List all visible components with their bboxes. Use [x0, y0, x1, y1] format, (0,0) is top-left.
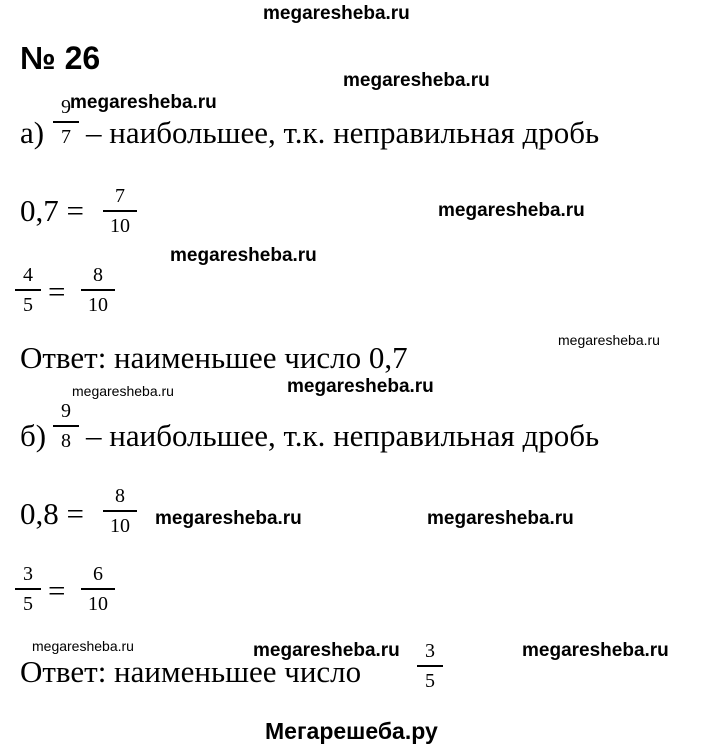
watermark: megaresheba.ru	[438, 200, 585, 221]
denominator: 10	[88, 593, 108, 615]
watermark: megaresheba.ru	[287, 376, 434, 397]
denominator: 7	[61, 126, 71, 148]
watermark: megaresheba.ru	[70, 92, 217, 113]
watermark: megaresheba.ru	[343, 70, 490, 91]
header-watermark: megaresheba.ru	[263, 3, 410, 24]
denominator: 10	[88, 294, 108, 316]
fraction-bar	[103, 510, 137, 512]
part-a-label: а)	[20, 115, 45, 150]
denominator: 10	[110, 215, 130, 237]
problem-number: № 26	[20, 40, 101, 76]
part-b-fraction-compare	[14, 563, 42, 615]
part-b-answer-fraction	[416, 640, 444, 692]
footer-watermark: Мегарешеба.ру	[265, 718, 438, 744]
part-a-fraction-decimal	[102, 185, 138, 237]
part-b-fraction-largest	[52, 400, 80, 452]
denominator: 10	[110, 515, 130, 537]
watermark: megaresheba.ru	[253, 640, 400, 661]
fraction-bar	[15, 289, 41, 291]
fraction-bar	[53, 425, 79, 427]
fraction-bar	[417, 665, 443, 667]
part-b-label: б)	[20, 418, 47, 453]
numerator: 9	[61, 96, 71, 118]
equals-sign: =	[48, 573, 66, 608]
denominator: 8	[61, 430, 71, 452]
watermark: megaresheba.ru	[170, 245, 317, 266]
numerator: 9	[61, 400, 71, 422]
part-a-explanation: – наибольшее, т.к. неправильная дробь	[86, 115, 600, 150]
watermark: megaresheba.ru	[427, 508, 574, 529]
fraction-bar	[103, 210, 137, 212]
numerator: 3	[425, 640, 435, 662]
numerator: 8	[93, 264, 103, 286]
part-b-fraction-equivalent	[80, 563, 116, 615]
numerator: 4	[23, 264, 33, 286]
part-a-fraction-compare	[14, 264, 42, 316]
fraction-bar	[53, 121, 79, 123]
part-a-fraction-equivalent	[80, 264, 116, 316]
part-a-decimal: 0,7 =	[20, 193, 84, 228]
denominator: 5	[425, 670, 435, 692]
denominator: 5	[23, 593, 33, 615]
numerator: 7	[115, 185, 125, 207]
denominator: 5	[23, 294, 33, 316]
fraction-bar	[15, 588, 41, 590]
part-b-answer: Ответ: наименьшее число	[20, 654, 362, 689]
watermark: megaresheba.ru	[155, 508, 302, 529]
numerator: 3	[23, 563, 33, 585]
numerator: 6	[93, 563, 103, 585]
watermark: megaresheba.ru	[522, 640, 669, 661]
fraction-bar	[81, 289, 115, 291]
watermark: megaresheba.ru	[558, 332, 660, 348]
part-a-answer: Ответ: наименьшее число 0,7	[20, 340, 408, 375]
part-b-decimal: 0,8 =	[20, 496, 84, 531]
equals-sign: =	[48, 274, 66, 309]
fraction-bar	[81, 588, 115, 590]
watermark: megaresheba.ru	[72, 383, 174, 399]
numerator: 8	[115, 485, 125, 507]
watermark: megaresheba.ru	[32, 638, 134, 654]
part-a-fraction-largest	[52, 96, 80, 148]
part-b-fraction-decimal	[102, 485, 138, 537]
part-b-explanation: – наибольшее, т.к. неправильная дробь	[86, 418, 600, 453]
